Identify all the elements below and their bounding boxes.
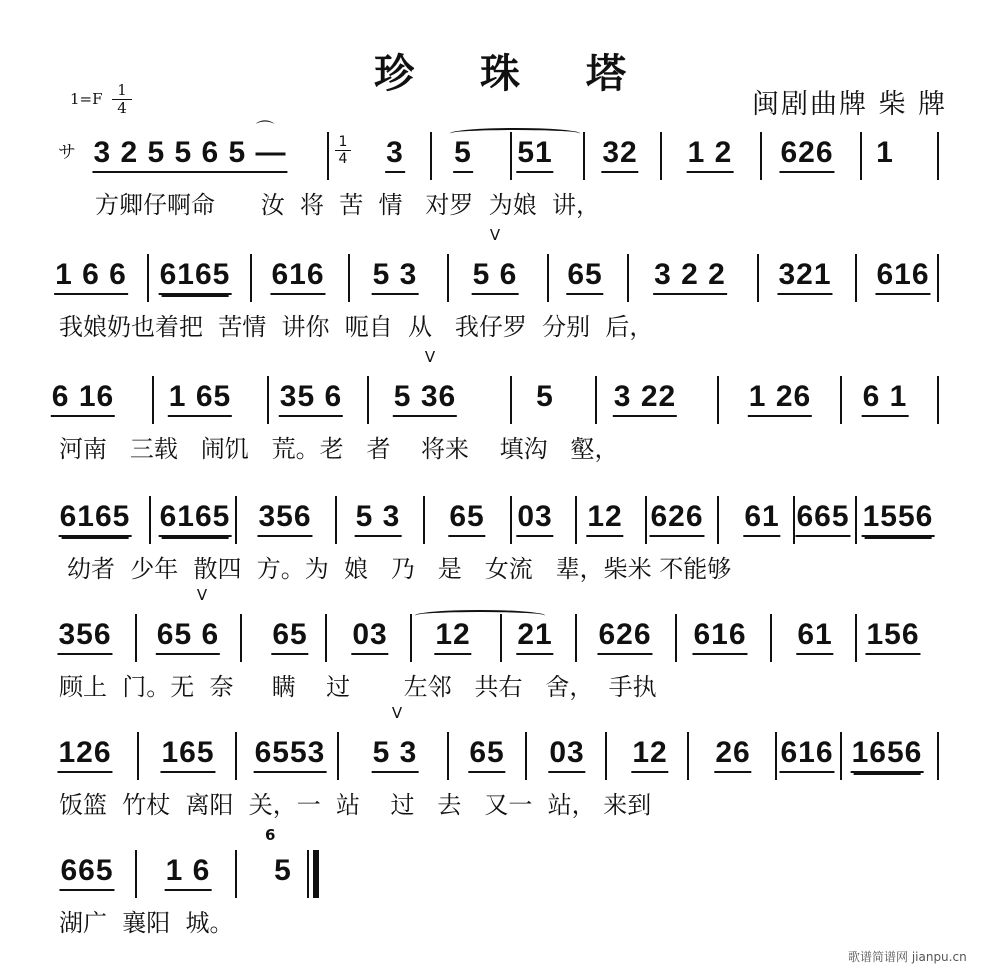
bar-line [235, 496, 237, 544]
time-signature [112, 82, 132, 117]
note-group: 5 3 [372, 736, 419, 773]
bar-line [410, 614, 412, 662]
bar-line [325, 614, 327, 662]
note-group: 32 [601, 136, 638, 173]
grace-note: 6 [265, 826, 276, 844]
bar-line [367, 376, 369, 424]
note-group: 1 26 [748, 380, 812, 417]
bar-line [423, 496, 425, 544]
final-bar-line [313, 850, 319, 898]
watermark: 歌谱简谱网 jianpu.cn [848, 950, 967, 964]
note-group: 3 2 5 5 6 5 — [92, 136, 287, 173]
note-group: 26 [714, 736, 751, 773]
note-group: 65 [448, 500, 485, 537]
bar-line [675, 614, 677, 662]
lyrics-line [55, 790, 945, 824]
lyrics-line [55, 190, 945, 224]
note-group: 6165 [159, 258, 232, 295]
note-group: 1 [876, 136, 894, 169]
note-group: 5 [274, 854, 292, 887]
note-group: 6 16 [51, 380, 115, 417]
bar-line [335, 496, 337, 544]
note-group: 5 [536, 380, 554, 413]
bar-line [840, 732, 842, 780]
bar-line [547, 254, 549, 302]
note-group: 616 [270, 258, 325, 295]
lyrics-line [55, 312, 945, 346]
note-group: 03 [516, 500, 553, 537]
bar-line [337, 732, 339, 780]
bar-line [583, 132, 585, 180]
note-group: 51 [516, 136, 553, 173]
bar-line [717, 496, 719, 544]
bar-line [775, 732, 777, 780]
note-group: 616 [875, 258, 930, 295]
note-group: 3 [385, 136, 405, 173]
bar-line [860, 132, 862, 180]
bar-line [840, 376, 842, 424]
lyrics-text: 方卿仔啊命 汝 将 苦 情 对罗 为娘 讲， [95, 191, 600, 219]
note-group: 1656 [851, 736, 924, 773]
breath-mark-icon: V [424, 348, 436, 366]
note-group: 5 6 [472, 258, 519, 295]
note-group: 3 2 2 [653, 258, 727, 295]
bar-line [855, 496, 857, 544]
note-group: 65 6 [156, 618, 220, 655]
bar-line [510, 376, 512, 424]
note-group: 61 [743, 500, 780, 537]
note-group: 126 [57, 736, 112, 773]
note-group: 626 [597, 618, 652, 655]
bar-line [595, 376, 597, 424]
note-group: 665 [59, 854, 114, 891]
bar-line [757, 254, 759, 302]
note-group: 156 [865, 618, 920, 655]
note-group: 21 [516, 618, 553, 655]
breath-mark-icon: V [196, 586, 208, 604]
note-group: 1 2 [687, 136, 734, 173]
bar-line [307, 850, 309, 898]
meter-denominator: 4 [117, 99, 127, 117]
bar-line [267, 376, 269, 424]
note-group: 6 1 [862, 380, 909, 417]
bar-line [627, 254, 629, 302]
bar-line [937, 376, 939, 424]
note-group: 65 [468, 736, 505, 773]
note-group: 12 [586, 500, 623, 537]
meter-change [335, 134, 351, 167]
note-group: 665 [795, 500, 850, 537]
bar-line [510, 496, 512, 544]
bar-line [645, 496, 647, 544]
lyrics-text: 顾上 门。无 奈 瞒 过 左邻 共右 舍， 手执 [59, 673, 657, 701]
bar-line [770, 614, 772, 662]
note-group: 356 [57, 618, 112, 655]
bar-line [855, 614, 857, 662]
free-tempo-mark: サ [58, 142, 76, 163]
note-group: 1 65 [168, 380, 232, 417]
note-group: 1 6 6 [54, 258, 128, 295]
note-group: 65 [271, 618, 308, 655]
bar-line [137, 732, 139, 780]
bar-line [660, 132, 662, 180]
meter-numerator: 1 [112, 82, 132, 100]
score-row-4 [55, 492, 945, 592]
note-group: 5 3 [372, 258, 419, 295]
note-group: 626 [779, 136, 834, 173]
bar-line [937, 732, 939, 780]
bar-line [855, 254, 857, 302]
score-row-5 [55, 586, 945, 710]
song-title: 珍 珠 塔 [374, 51, 652, 97]
score-row-7 [55, 826, 945, 946]
bar-line [430, 132, 432, 180]
bar-line [500, 614, 502, 662]
bar-line [605, 732, 607, 780]
bar-line [447, 732, 449, 780]
lyrics-line [55, 908, 945, 942]
bar-line [717, 376, 719, 424]
note-group: 35 6 [279, 380, 343, 417]
note-group: 5 [453, 136, 473, 173]
bar-line [525, 732, 527, 780]
meter-change-bottom: 4 [338, 151, 348, 167]
note-group: 165 [160, 736, 215, 773]
bar-line [235, 850, 237, 898]
note-group: 356 [257, 500, 312, 537]
bar-line [937, 132, 939, 180]
note-group: 6165 [159, 500, 232, 537]
score-row-1 [55, 120, 945, 228]
score-row-3 [51, 348, 945, 472]
bar-line [447, 254, 449, 302]
score-row-2 [55, 226, 945, 350]
bar-line [149, 496, 151, 544]
lyrics-text: 饭篮 竹杖 离阳 关，一 站 过 去 又一 站， 来到 [59, 791, 652, 819]
lyrics-line [55, 672, 945, 706]
lyrics-text: 湖广 襄阳 城。 [59, 909, 234, 937]
bar-line [135, 614, 137, 662]
bar-line [135, 850, 137, 898]
lyrics-line [55, 554, 945, 588]
note-group: 3 22 [613, 380, 677, 417]
note-group: 65 [566, 258, 603, 295]
note-group: 6165 [59, 500, 132, 537]
lyrics-line [55, 434, 945, 468]
note-group: 03 [351, 618, 388, 655]
note-group: 1 6 [165, 854, 212, 891]
score-row-6 [55, 704, 945, 828]
lyrics-text: 河南 三载 闹饥 荒。老 者 将来 填沟 壑， [59, 435, 619, 463]
note-group: 616 [779, 736, 834, 773]
note-group: 61 [796, 618, 833, 655]
note-group: 5 3 [355, 500, 402, 537]
note-group: 616 [692, 618, 747, 655]
note-group: 6553 [254, 736, 327, 773]
bar-line [152, 376, 154, 424]
note-group: 12 [434, 618, 471, 655]
fermata-icon: ⌒ [256, 120, 274, 141]
note-group: 12 [631, 736, 668, 773]
bar-line [240, 614, 242, 662]
bar-line [235, 732, 237, 780]
bar-line [327, 132, 329, 180]
breath-mark-icon: V [391, 704, 403, 722]
key-signature: 1=F [70, 90, 103, 108]
breath-mark-icon: V [489, 226, 501, 244]
tune-type-label: 闽剧曲牌 柴 牌 [752, 89, 948, 120]
note-group: 626 [649, 500, 704, 537]
meter-change-top: 1 [335, 134, 351, 151]
bar-line [348, 254, 350, 302]
bar-line [760, 132, 762, 180]
bar-line [147, 254, 149, 302]
bar-line [937, 254, 939, 302]
bar-line [687, 732, 689, 780]
bar-line [250, 254, 252, 302]
bar-line [510, 132, 512, 180]
bar-line [575, 496, 577, 544]
lyrics-text: 我娘奶也着把 苦情 讲你 呃自 从 我仔罗 分别 后， [59, 313, 654, 341]
note-group: 03 [548, 736, 585, 773]
note-group: 1556 [862, 500, 935, 537]
bar-line [575, 614, 577, 662]
note-group: 5 36 [393, 380, 457, 417]
lyrics-text: 幼者 少年 散四 方。为 娘 乃 是 女流 辈，柴米 不能够 [67, 555, 732, 583]
note-group: 321 [777, 258, 832, 295]
